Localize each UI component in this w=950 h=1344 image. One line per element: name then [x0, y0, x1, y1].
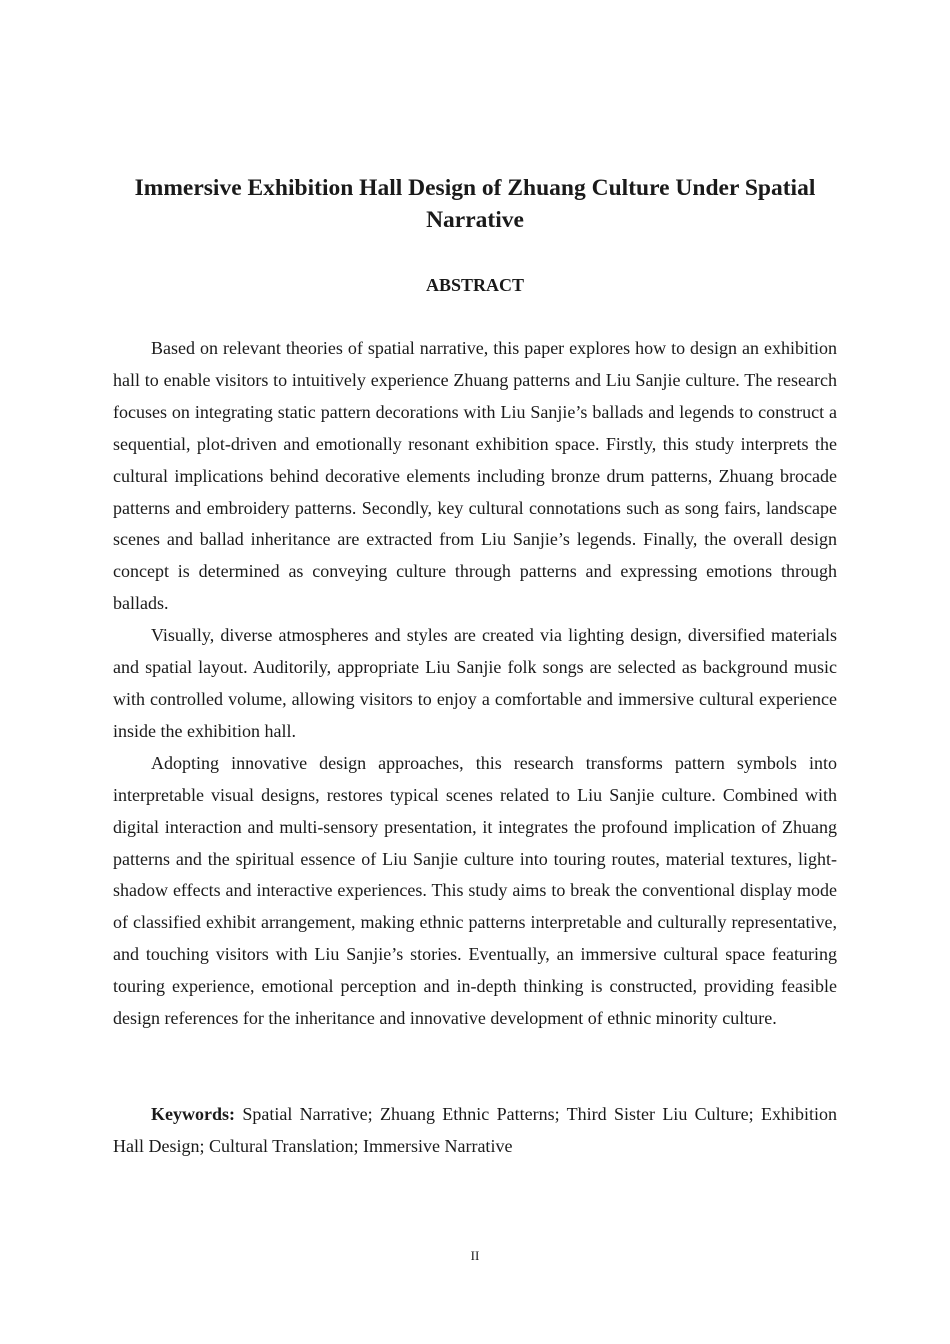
abstract-paragraph-1: Based on relevant theories of spatial narrative, this paper explores how to design an exhibition hall to enable visitors to intuitively experience Zhuang patterns and Liu Sanjie culture. The research focuses on integrating static pattern decorations with Liu Sanjie’s ballads and legends to construct a sequential, plot-driven and emotionally resonant exhibition space. Firstly, this study interprets the cultural implications behind decorative elements including bronze drum patterns, Zhuang brocade patterns and embroidery patterns. Secondly, key cultural connotations such as song fairs, landscape scenes and ballad inheritance are extracted from Liu Sanjie’s legends. Finally, the overall design concept is determined as conveying culture through patterns and expressing emotions through ballads. [113, 338, 837, 614]
abstract-paragraph-3: Adopting innovative design approaches, this research transforms pattern symbols into interpretable visual designs, restores typical scenes related to Liu Sanjie culture. Combined with digital interaction and multi-sensory presentation, it integrates the profound implication of Zhuang patterns and the spiritual essence of Liu Sanjie culture into touring routes, material textures, light-shadow effects and interactive experiences. This study aims to break the conventional display mode of classified exhibit arrangement, making ethnic patterns interpretable and culturally representative, and touching visitors with Liu Sanjie’s stories. Eventually, an immersive cultural space featuring touring experience, emotional perception and in-depth thinking is constructed, providing feasible design references for the inheritance and innovative development of ethnic minority culture. [113, 752, 837, 1029]
keywords-line [113, 1099, 837, 1163]
page-number: II [470, 1248, 480, 1263]
abstract-paragraph-2: Visually, diverse atmospheres and styles are created via lighting design, diversified materials and spatial layout. Auditorily, appropriate Liu Sanjie folk songs are selected as background music with controlled volume, allowing visitors to enjoy a comfortable and immersive cultural experience inside the exhibition hall. [113, 625, 837, 741]
keywords-text: Spatial Narrative; Zhuang Ethnic Patterns; Third Sister Liu Culture; Exhibition Hall Design; Cultural Translation; Immersive Narrative [113, 1104, 837, 1156]
abstract-heading: ABSTRACT [425, 275, 525, 295]
keywords-label: Keywords: [151, 1104, 235, 1124]
abstract-body [113, 333, 837, 1035]
page-title: Immersive Exhibition Hall Design of Zhuang Culture Under Spatial Narrative [134, 175, 816, 233]
